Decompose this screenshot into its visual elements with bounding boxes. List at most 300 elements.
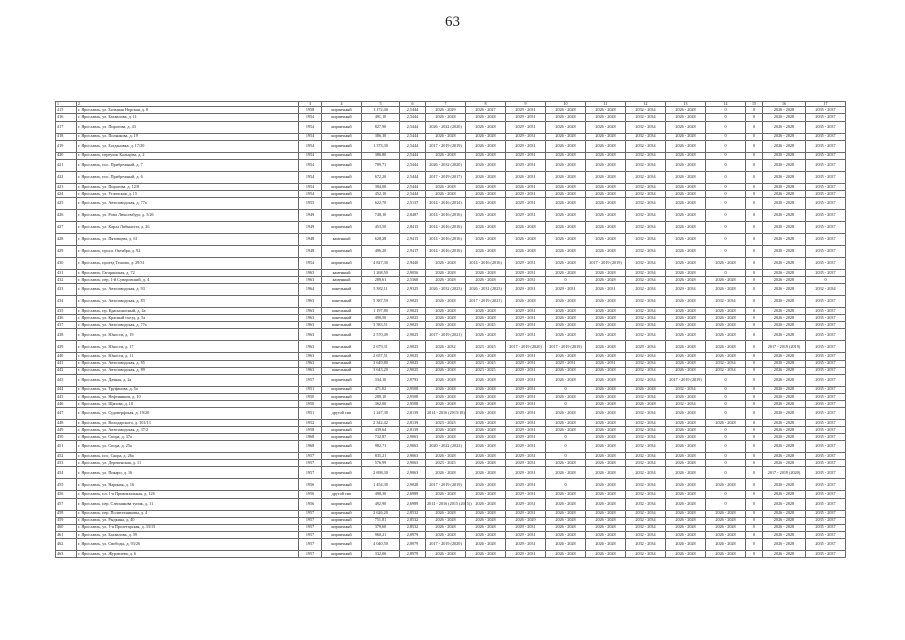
table-cell: 0 — [706, 183, 746, 190]
table-cell: 1963 — [299, 367, 322, 374]
table-cell: 471,02 — [362, 386, 400, 393]
table-cell: 2026 - 2028 — [586, 460, 626, 467]
table-cell: 2032 - 2034 — [626, 114, 666, 121]
table-cell: г. Ярославль, ул. Щапова, д. 10 — [77, 400, 299, 407]
table-cell: 5 382,11 — [362, 284, 400, 296]
table-cell: 789,71 — [362, 159, 400, 171]
table-cell: 2029 - 2031 — [506, 550, 546, 557]
table-cell: 2035 - 2037 — [806, 453, 846, 460]
table-cell: 1963 — [299, 329, 322, 341]
table-cell: 2026 - 2028 — [586, 427, 626, 434]
table-cell: 1957 — [299, 524, 322, 531]
table-cell: 2032 - 2034 — [626, 531, 666, 538]
table-cell: 438 — [56, 329, 77, 341]
table-cell: г. Ярославль, пос. Скора, д. 26а — [77, 453, 299, 460]
table-cell: 2035 - 2037 — [806, 517, 846, 524]
table-cell: 2032 - 2034 — [626, 353, 666, 360]
table-cell: г. Ярославль, ул. Пирогова, д. 12/8 — [77, 183, 299, 190]
table-cell: 434 — [56, 296, 77, 308]
table-cell: 2026 - 2028 — [506, 245, 546, 257]
table-cell: 2026 - 2028 — [546, 257, 586, 269]
table-cell: 0 — [746, 531, 763, 538]
table-cell: 2026 - 2028 — [666, 517, 706, 524]
table-cell: 1954 — [299, 257, 322, 269]
table-cell: 2032 - 2034 — [626, 460, 666, 467]
table-row — [56, 407, 846, 419]
table-cell: 2026 - 2031 — [506, 171, 546, 183]
table-row — [56, 453, 846, 460]
table-cell: 2026 - 2028 — [466, 315, 506, 322]
table-cell: 2029 - 2031 — [506, 107, 546, 114]
table-cell: 2032 - 2034 — [626, 140, 666, 152]
table-cell: 0 — [706, 197, 746, 209]
table-cell: 2,6989 — [400, 491, 426, 498]
table-cell: 2032 - 2034 — [626, 538, 666, 550]
table-cell: кирпичный — [322, 245, 362, 257]
table-cell: 2017 - 2019 (2019) — [546, 341, 586, 353]
table-cell: 453 — [56, 460, 77, 467]
table-cell: 2032 - 2034 — [626, 322, 666, 329]
table-cell: 449 — [56, 427, 77, 434]
table-cell: 2026 - 2028 — [763, 152, 806, 159]
table-cell: 2026 - 2028 — [666, 296, 706, 308]
table-row — [56, 140, 846, 152]
table-cell: 2026 - 2028 — [466, 353, 506, 360]
table-cell: 2026 - 2028 — [706, 419, 746, 426]
table-cell: 2035 - 2037 — [806, 171, 846, 183]
table-cell: 2026 - 2028 — [546, 152, 586, 159]
table-cell: 2029 - 2031 — [506, 460, 546, 467]
table-cell: 2026 - 2028 — [763, 453, 806, 460]
table-cell: 960,21 — [362, 531, 400, 538]
table-cell: 289,10 — [362, 393, 400, 400]
table-cell: 0 — [706, 407, 746, 419]
table-cell: 2032 - 2034 — [626, 393, 666, 400]
table-cell: 2032 - 2034 — [626, 308, 666, 315]
table-cell: 2032 - 2034 — [626, 407, 666, 419]
table-cell: 2026 - 2028 — [586, 221, 626, 233]
table-cell: 0 — [746, 353, 763, 360]
table-cell: 459 — [56, 517, 77, 524]
table-cell: 2026 - 2028 — [546, 140, 586, 152]
table-cell: 490,50 — [362, 315, 400, 322]
table-row — [56, 524, 846, 531]
table-cell: 2026 - 2028 — [586, 296, 626, 308]
table-cell: 386,80 — [362, 152, 400, 159]
table-cell: 0 — [546, 434, 586, 441]
table-row — [56, 114, 846, 121]
table-cell: 2026 - 2028 — [546, 171, 586, 183]
table-cell: 2032 - 2034 — [626, 419, 666, 426]
table-cell: 1949 — [299, 209, 322, 221]
table-cell: 2026 - 2028 — [666, 159, 706, 171]
table-cell: 2017 - 2019 (2019) — [426, 479, 466, 491]
table-cell: 2026 - 2028 — [763, 296, 806, 308]
table-cell: 2026 - 2028 — [466, 245, 506, 257]
table-cell: 334,10 — [362, 374, 400, 386]
table-cell: 1956 — [299, 479, 322, 491]
column-number-cell: 11 — [586, 102, 626, 107]
table-cell: 2026 - 2028 — [466, 407, 506, 419]
table-cell: 2026 - 2028 — [586, 277, 626, 284]
table-cell: 2026 - 2028 — [763, 121, 806, 133]
table-cell: 2035 - 2037 — [806, 407, 846, 419]
table-cell: 1963 — [299, 308, 322, 315]
table-cell: 1963 — [299, 341, 322, 353]
table-cell: 2026 - 2028 — [763, 190, 806, 197]
table-cell: 0 — [746, 524, 763, 531]
table-cell: 2,9025 — [400, 360, 426, 367]
table-cell: 835,21 — [362, 453, 400, 460]
table-cell: кирпичный — [322, 479, 362, 491]
table-cell: 2029 - 2031 — [506, 386, 546, 393]
table-cell: 2,9440 — [400, 257, 426, 269]
table-cell: 0 — [746, 393, 763, 400]
table-body — [56, 102, 846, 558]
table-cell: г. Ярославль, ул. Володарского, д. 101/13 — [77, 419, 299, 426]
table-cell: 1955 — [299, 197, 322, 209]
table-cell: г. Ярославль, ул. Дачная, д. 2а — [77, 374, 299, 386]
table-cell: 2026 - 2028 — [466, 197, 506, 209]
table-cell: 1954 — [299, 183, 322, 190]
table-cell: 2026 - 2028 — [426, 269, 466, 276]
table-cell: 2026 - 2028 — [466, 277, 506, 284]
table-cell: 2026 - 2028 — [426, 315, 466, 322]
table-cell: 0 — [746, 453, 763, 460]
table-cell: 2,9025 — [400, 341, 426, 353]
table-cell: 622,70 — [362, 197, 400, 209]
table-cell: 2026 - 2028 — [666, 491, 706, 498]
table-cell: 2026 - 2028 — [666, 419, 706, 426]
table-cell: 2026 - 2028 — [586, 400, 626, 407]
table-cell: 2026 - 2028 — [426, 453, 466, 460]
table-cell: 0 — [706, 190, 746, 197]
table-cell: 2026 - 2028 — [666, 269, 706, 276]
table-cell: 0 — [706, 233, 746, 245]
table-cell: 2,5444 — [400, 171, 426, 183]
table-cell: г. Ярославль, ул. Большая Норская, д. 8 — [77, 107, 299, 114]
table-cell: 2026 - 2028 — [546, 510, 586, 517]
table-cell: 2032 - 2034 — [666, 400, 706, 407]
table-cell: 2026 - 2028 — [666, 315, 706, 322]
table-cell: 1957 — [299, 531, 322, 538]
table-cell: 2026 - 2028 — [466, 329, 506, 341]
table-row — [56, 479, 846, 491]
table-row — [56, 322, 846, 329]
table-cell: 2 342,42 — [362, 419, 400, 426]
table-cell: 2026 - 2028 — [586, 197, 626, 209]
table-cell: 2032 - 2034 — [626, 133, 666, 140]
table-cell: 1954 — [299, 159, 322, 171]
table-cell: 2026 - 2028 — [666, 277, 706, 284]
table-cell: 2035 - 2037 — [806, 531, 846, 538]
table-cell: 2,5444 — [400, 152, 426, 159]
table-cell: 2026 - 2028 — [706, 284, 746, 296]
table-row — [56, 393, 846, 400]
table-cell: 420 — [56, 152, 77, 159]
table-cell: 2026 - 2028 — [666, 453, 706, 460]
table-cell: 2026 - 2028 — [763, 284, 806, 296]
table-cell: 0 — [706, 133, 746, 140]
table-cell: 2026 - 2028 — [763, 269, 806, 276]
table-cell: 1963 — [299, 277, 322, 284]
table-cell: 2026 - 2028 — [546, 221, 586, 233]
table-cell: 2026 - 2028 — [466, 152, 506, 159]
table-row — [56, 498, 846, 510]
table-cell: 0 — [746, 296, 763, 308]
table-cell: кирпичный — [322, 538, 362, 550]
table-cell: 2017 - 2019 (2019) — [586, 257, 626, 269]
table-cell: кирпичный — [322, 190, 362, 197]
table-row — [56, 159, 846, 171]
table-cell: 2,9025 — [400, 353, 426, 360]
table-cell: 2026 - 2028 — [666, 531, 706, 538]
table-cell: 2026 - 2028 — [666, 209, 706, 221]
table-cell: 384,00 — [362, 183, 400, 190]
table-row — [56, 257, 846, 269]
table-cell: 2026 - 2028 — [426, 491, 466, 498]
table-cell: 2026 - 2028 — [586, 140, 626, 152]
table-cell: 2029 - 2031 — [506, 114, 546, 121]
table-cell: 0 — [706, 114, 746, 121]
table-cell: 2026 - 2028 — [546, 190, 586, 197]
table-cell: каменный — [322, 233, 362, 245]
table-cell: 2,8415 — [400, 221, 426, 233]
table-cell: 2026 - 2028 — [586, 538, 626, 550]
table-cell: 2026 - 2028 — [763, 491, 806, 498]
table-cell: 2032 - 2034 — [806, 284, 846, 296]
table-row — [56, 434, 846, 441]
table-cell: 2032 - 2034 — [626, 284, 666, 296]
table-cell: 982,71 — [362, 441, 400, 453]
table-cell: кирпичный — [322, 419, 362, 426]
table-cell: 2026 - 2028 — [763, 531, 806, 538]
table-cell: 2026 - 2028 — [506, 233, 546, 245]
table-cell: 2017 - 2019 (2021) — [466, 296, 506, 308]
table-cell: 0 — [746, 315, 763, 322]
table-cell: г. Ярославль, пер. Политехниковы, д. 4 — [77, 510, 299, 517]
table-cell: 2026 - 2028 — [706, 510, 746, 517]
table-cell: другой тип — [322, 491, 362, 498]
table-cell: 2014 - 2016 (2016) — [426, 209, 466, 221]
table-cell: 2029 - 2031 — [506, 140, 546, 152]
table-cell: 0 — [746, 277, 763, 284]
table-cell: 2,9415 — [400, 233, 426, 245]
column-number-cell: 5 — [362, 102, 400, 107]
table-cell: 2026 - 2028 — [546, 393, 586, 400]
table-cell: 2026 - 2028 — [586, 479, 626, 491]
table-cell: 2026 - 2028 — [586, 329, 626, 341]
table-cell: 0 — [706, 453, 746, 460]
table-cell: 442 — [56, 367, 77, 374]
column-number-cell: 9 — [506, 102, 546, 107]
table-cell: 2026 - 2028 — [466, 308, 506, 315]
table-cell: 2,5444 — [400, 121, 426, 133]
table-cell: 2017 - 2019 (2020) — [763, 467, 806, 479]
table-cell: 2026 - 2028 — [763, 400, 806, 407]
table-cell: 2026 - 2028 — [466, 233, 506, 245]
table-cell: 2026 - 2028 — [706, 538, 746, 550]
table-cell: 0 — [546, 277, 586, 284]
table-cell: 2035 - 2037 — [806, 434, 846, 441]
table-cell: 2026 - 2028 — [586, 209, 626, 221]
table-cell: 2014 - 2016 (2016) — [426, 245, 466, 257]
table-cell: 2026 - 2028 — [546, 353, 586, 360]
table-cell: 2029 - 2031 — [506, 510, 546, 517]
table-cell: 2026 - 2027 — [466, 107, 506, 114]
table-cell: 1950 — [299, 393, 322, 400]
table-cell: кирпичный — [322, 467, 362, 479]
table-cell: 2026 - 2028 — [763, 171, 806, 183]
table-cell: 2026 - 2028 — [586, 269, 626, 276]
table-cell: 2026 - 2028 — [666, 190, 706, 197]
table-cell: 0 — [746, 517, 763, 524]
table-cell: 2026 - 2028 — [666, 308, 706, 315]
table-cell: 439,64 — [362, 427, 400, 434]
table-cell: 1952 — [299, 419, 322, 426]
table-cell: 2026 - 2028 — [546, 197, 586, 209]
table-cell: 2035 - 2037 — [806, 538, 846, 550]
table-cell: 2026 - 2028 — [763, 517, 806, 524]
table-cell: г. Ярославль, ул. Автозаводская, д. 77а — [77, 322, 299, 329]
table-cell: 2026 - 2028 — [706, 257, 746, 269]
table-cell: 2026 - 2028 — [546, 133, 586, 140]
table-cell: кирпичный — [322, 171, 362, 183]
table-cell: 2026 - 2028 — [426, 322, 466, 329]
table-cell: 2,9025 — [400, 315, 426, 322]
table-cell: 2035 - 2037 — [806, 510, 846, 517]
table-cell: 428 — [56, 233, 77, 245]
table-cell: 0 — [806, 277, 846, 284]
table-cell: кирпичный — [322, 197, 362, 209]
table-cell: 2029 - 2031 — [506, 531, 546, 538]
table-cell: 2032 - 2034 — [626, 467, 666, 479]
table-cell: 2032 - 2034 — [626, 427, 666, 434]
table-cell: кирпичный — [322, 159, 362, 171]
table-cell: 443 — [56, 374, 77, 386]
table-cell: 1954 — [299, 133, 322, 140]
table-cell: 2035 - 2037 — [806, 329, 846, 341]
column-number-cell: 1 — [56, 102, 77, 107]
table-cell: 2029 - 2034 — [666, 284, 706, 296]
table-cell: 2026 - 2028 — [763, 524, 806, 531]
table-cell: 2029 - 2031 — [506, 197, 546, 209]
table-cell: 2026 - 2028 — [706, 315, 746, 322]
table-cell: 2026 - 2028 — [466, 190, 506, 197]
table-cell: 2026 - 2032 (2020) — [426, 159, 466, 171]
table-cell: 2,8139 — [400, 427, 426, 434]
column-number-cell: 6 — [400, 102, 426, 107]
table-cell: 2032 - 2034 — [626, 434, 666, 441]
table-row — [56, 284, 846, 296]
table-cell: 2026 - 2028 — [706, 531, 746, 538]
table-cell: 0 — [746, 121, 763, 133]
table-cell: 2,5444 — [400, 107, 426, 114]
table-cell: 2026 - 2028 — [706, 524, 746, 531]
table-cell: 3 643,20 — [362, 367, 400, 374]
table-cell: 2,5444 — [400, 140, 426, 152]
table-cell: 2032 - 2034 — [626, 441, 666, 453]
table-cell: 425 — [56, 197, 77, 209]
table-cell: 0 — [746, 360, 763, 367]
table-cell: 421 — [56, 159, 77, 171]
column-number-cell: 4 — [322, 102, 362, 107]
table-cell: 2035 - 2037 — [806, 400, 846, 407]
table-cell: 0 — [746, 107, 763, 114]
table-cell: 2026 - 2028 — [763, 329, 806, 341]
table-cell: кирпичный — [322, 386, 362, 393]
table-cell: 2032 - 2034 — [626, 245, 666, 257]
column-number-cell: 8 — [466, 102, 506, 107]
table-cell: 2032 - 2034 — [626, 190, 666, 197]
table-cell: 2017 - 2019 (2019) — [426, 140, 466, 152]
table-cell: 2032 - 2034 — [626, 524, 666, 531]
table-cell: г. Ярославль, переулок Кольцова, д. 2 — [77, 152, 299, 159]
table-cell: г. Ярославль, ул. Журавлева, д. 6 — [77, 550, 299, 557]
table-cell: 2026 - 2028 — [763, 308, 806, 315]
table-cell: 0 — [546, 479, 586, 491]
table-cell: 2026 - 2028 — [466, 159, 506, 171]
table-cell: 2029 - 2031 — [506, 133, 546, 140]
table-cell: 0 — [746, 257, 763, 269]
table-cell: 2,8979 — [400, 538, 426, 550]
table-cell: кирпичный — [322, 152, 362, 159]
table-cell: 2026 - 2028 — [586, 453, 626, 460]
table-cell: 2035 - 2037 — [806, 467, 846, 479]
table-cell: кирпичный — [322, 460, 362, 467]
table-cell: 2035 - 2037 — [806, 353, 846, 360]
table-cell: 2026 - 2028 — [666, 538, 706, 550]
table-cell: 0 — [746, 374, 763, 386]
table-cell: г. Ярославль, ул. Автозаводская, д. 89 — [77, 367, 299, 374]
table-cell: 2035 - 2037 — [806, 491, 846, 498]
table-cell: 628,28 — [362, 233, 400, 245]
table-cell: г. Ярославль, ул. Автозаводская, д. 83 — [77, 296, 299, 308]
table-cell: 2026 - 2028 — [666, 479, 706, 491]
table-cell: 0 — [746, 140, 763, 152]
table-cell: 2,9056 — [400, 269, 426, 276]
table-cell: 0 — [706, 209, 746, 221]
table-cell: 2026 - 2028 — [763, 374, 806, 386]
table-cell: 379,60 — [362, 524, 400, 531]
table-cell: 1958 — [299, 427, 322, 434]
table-cell: 2026 - 2028 — [666, 322, 706, 329]
table-cell: 2029 - 2031 — [506, 257, 546, 269]
table-cell: г. Ярославль, ул. Деревенская, д. 11 — [77, 460, 299, 467]
table-cell: 2026 - 2028 — [706, 517, 746, 524]
table-cell: 2026 - 2028 — [706, 308, 746, 315]
table-cell: 2026 - 2028 — [466, 400, 506, 407]
table-cell: 289,61 — [362, 277, 400, 284]
table-cell: 2035 - 2037 — [806, 441, 846, 453]
table-cell: 2026 - 2028 — [466, 427, 506, 434]
table-cell: 0 — [706, 140, 746, 152]
table-cell: 2029 - 2031 — [506, 315, 546, 322]
table-cell: 2026 - 2028 — [666, 441, 706, 453]
table-cell: 2026 - 2029 — [426, 107, 466, 114]
table-cell: 386,30 — [362, 133, 400, 140]
table-cell: 2,5444 — [400, 114, 426, 121]
table-cell: г. Ярославль, ул. Автозаводская, д. 77а — [77, 197, 299, 209]
table-cell: 2026 - 2028 — [666, 407, 706, 419]
table-cell: 0 — [746, 269, 763, 276]
table-cell: 2035 - 2037 — [806, 393, 846, 400]
table-cell: 2 570,49 — [362, 329, 400, 341]
table-cell: кирпичный — [322, 517, 362, 524]
table-cell: 1957 — [299, 460, 322, 467]
table-cell: 2026 - 2028 — [666, 257, 706, 269]
table-cell: 2035 - 2037 — [806, 367, 846, 374]
